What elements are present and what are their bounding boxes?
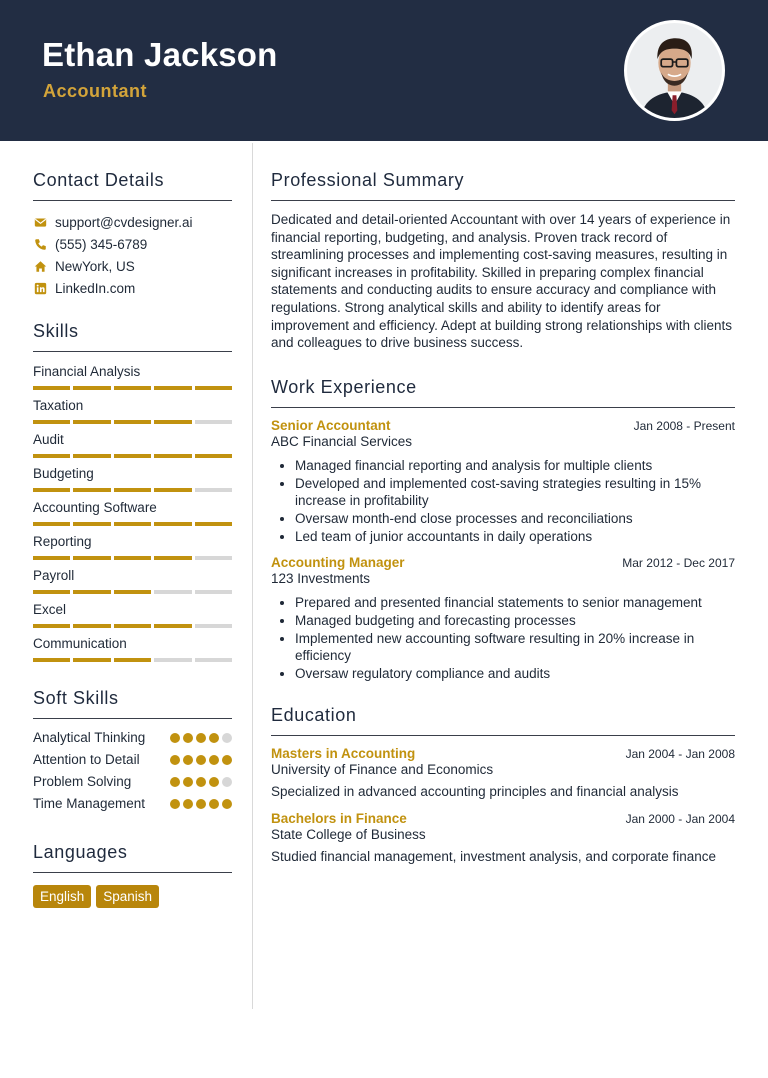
job-bullets: [295, 457, 735, 546]
rating-dot-filled: [170, 733, 180, 743]
skill-bar-empty: [195, 624, 232, 628]
rating-dot-filled: [196, 755, 206, 765]
soft-skill-name: Problem Solving: [33, 774, 132, 789]
language-badge: English: [33, 885, 91, 908]
skill-bar-filled: [195, 454, 232, 458]
rating-dot-filled: [183, 777, 193, 787]
skill-bar-filled: [73, 556, 110, 560]
skill-item: [33, 464, 232, 492]
skills-section: [33, 321, 232, 662]
skill-level-bars: [33, 386, 232, 390]
skill-item: [33, 430, 232, 458]
education-degree: Bachelors in Finance: [271, 811, 407, 827]
job-bullets: [295, 594, 735, 683]
education-section: [271, 705, 735, 866]
home-icon: [33, 259, 47, 273]
skill-bar-filled: [154, 420, 191, 424]
skill-bar-filled: [154, 386, 191, 390]
skill-name: Payroll: [33, 568, 75, 583]
skill-bar-empty: [195, 556, 232, 560]
skill-bar-empty: [154, 658, 191, 662]
contact-linkedin: [33, 277, 232, 299]
contact-email-text: support@cvdesigner.ai: [55, 214, 193, 230]
contact-linkedin-text: LinkedIn.com: [55, 280, 136, 296]
skill-level-bars: [33, 658, 232, 662]
skill-bar-filled: [114, 420, 151, 424]
experience-title: Work Experience: [271, 377, 735, 408]
contact-section: [33, 170, 232, 299]
languages-title: Languages: [33, 842, 232, 873]
skill-bar-filled: [33, 420, 70, 424]
rating-dot-filled: [209, 799, 219, 809]
skill-item: [33, 396, 232, 424]
soft-skill-item: [33, 729, 232, 747]
soft-skill-name: Attention to Detail: [33, 752, 140, 767]
skill-bar-empty: [195, 488, 232, 492]
candidate-role: Accountant: [43, 81, 147, 101]
languages-list: [33, 885, 232, 908]
soft-skill-rating: [170, 729, 232, 743]
education-description: Studied financial management, investment analysis, and corporate finance: [271, 849, 717, 865]
skill-bar-filled: [33, 556, 70, 560]
summary-title: Professional Summary: [271, 170, 735, 201]
skill-bar-filled: [154, 624, 191, 628]
job-entry: [271, 555, 735, 683]
skill-bar-filled: [73, 522, 110, 526]
skills-list: [33, 362, 232, 662]
skill-name: Budgeting: [33, 466, 94, 481]
skill-bar-filled: [114, 454, 151, 458]
job-bullet: • Implemented new accounting software resulting in 20% increase in efficiency: [295, 630, 735, 665]
job-bullet: • Oversaw regulatory compliance and audits: [295, 665, 735, 683]
skill-item: [33, 362, 232, 390]
phone-icon: [33, 237, 47, 251]
skill-bar-empty: [195, 658, 232, 662]
skill-level-bars: [33, 556, 232, 560]
education-date: Jan 2004 - Jan 2008: [625, 747, 735, 762]
skill-bar-filled: [195, 522, 232, 526]
contact-location: [33, 255, 232, 277]
skill-level-bars: [33, 420, 232, 424]
job-bullet: • Oversaw month-end close processes and reconciliations: [295, 510, 735, 528]
skill-bar-filled: [73, 454, 110, 458]
education-date: Jan 2000 - Jan 2004: [625, 812, 735, 827]
job-company: ABC Financial Services: [271, 433, 413, 449]
skill-level-bars: [33, 522, 232, 526]
contact-email: [33, 211, 232, 233]
soft-skills-list: [33, 729, 232, 813]
education-description: Specialized in advanced accounting principles and financial analysis: [271, 784, 679, 800]
job-title: Accounting Manager: [271, 554, 405, 570]
rating-dot-filled: [183, 755, 193, 765]
education-entry: [271, 811, 735, 866]
skill-bar-filled: [114, 658, 151, 662]
skill-item: [33, 566, 232, 594]
soft-skill-name: Analytical Thinking: [33, 730, 146, 745]
language-badge: Spanish: [96, 885, 159, 908]
job-date: Jan 2008 - Present: [633, 418, 735, 433]
left-column: [33, 170, 232, 908]
skill-level-bars: [33, 624, 232, 628]
skills-title: Skills: [33, 321, 232, 352]
rating-dot-empty: [222, 777, 232, 787]
skill-bar-filled: [114, 624, 151, 628]
skill-bar-filled: [33, 522, 70, 526]
right-column: [271, 170, 735, 866]
education-title: Education: [271, 705, 735, 736]
soft-skill-rating: [170, 751, 232, 765]
skill-bar-filled: [154, 454, 191, 458]
column-divider: [252, 143, 253, 1009]
resume-header: [0, 0, 768, 141]
education-school: University of Finance and Economics: [271, 762, 494, 778]
profile-photo-image: [627, 23, 722, 118]
rating-dot-filled: [170, 777, 180, 787]
soft-skill-item: [33, 773, 232, 791]
job-entry: [271, 418, 735, 546]
rating-dot-filled: [196, 799, 206, 809]
rating-dot-filled: [170, 799, 180, 809]
skill-bar-filled: [73, 386, 110, 390]
summary-text: Dedicated and detail-oriented Accountant with over 14 years of experience in financial reporting, budgeting, and analysis. Proven track record of streamlining processes and implementing cost-saving measures, resulting in significant increases in profitability. Skilled in preparing complex financial statements and conducting audits to ensure accuracy and compliance with regulations. Strong analytical skills and ability to identify areas for improvement and efficiency. Adept at building strong relationships with clients and colleagues to drive business success.: [271, 212, 733, 351]
rating-dot-filled: [196, 733, 206, 743]
rating-dot-filled: [170, 755, 180, 765]
skill-item: [33, 634, 232, 662]
soft-skill-rating: [170, 795, 232, 809]
rating-dot-filled: [222, 799, 232, 809]
skill-bar-filled: [114, 488, 151, 492]
envelope-icon: [33, 215, 47, 229]
job-bullet: • Prepared and presented financial statements to senior management: [295, 594, 735, 612]
skill-bar-filled: [33, 386, 70, 390]
soft-skill-rating: [170, 773, 232, 787]
skill-bar-filled: [33, 590, 70, 594]
skill-level-bars: [33, 454, 232, 458]
rating-dot-filled: [183, 733, 193, 743]
skill-bar-filled: [73, 590, 110, 594]
job-company: 123 Investments: [271, 570, 371, 586]
skill-name: Communication: [33, 636, 127, 651]
rating-dot-filled: [209, 733, 219, 743]
skill-name: Excel: [33, 602, 67, 617]
skill-bar-filled: [154, 556, 191, 560]
skill-bar-filled: [33, 454, 70, 458]
skill-bar-filled: [73, 420, 110, 424]
job-date: Mar 2012 - Dec 2017: [622, 555, 735, 570]
skill-bar-filled: [33, 658, 70, 662]
skill-item: [33, 600, 232, 628]
job-bullet: • Managed budgeting and forecasting processes: [295, 612, 735, 630]
skill-level-bars: [33, 488, 232, 492]
soft-skill-name: Time Management: [33, 796, 146, 811]
job-bullet: • Developed and implemented cost-saving strategies resulting in 15% increase in profitability: [295, 475, 735, 510]
rating-dot-filled: [209, 777, 219, 787]
skill-name: Audit: [33, 432, 64, 447]
education-school: State College of Business: [271, 827, 426, 843]
rating-dot-empty: [222, 733, 232, 743]
contact-title: Contact Details: [33, 170, 232, 201]
skill-bar-filled: [154, 522, 191, 526]
summary-section: [271, 170, 735, 352]
skill-bar-filled: [73, 488, 110, 492]
soft-skills-section: [33, 688, 232, 813]
skill-bar-empty: [154, 590, 191, 594]
skill-bar-filled: [114, 590, 151, 594]
skill-name: Financial Analysis: [33, 364, 141, 379]
education-entry: [271, 746, 735, 801]
experience-section: [271, 377, 735, 683]
profile-photo: [624, 20, 725, 121]
candidate-name: Ethan Jackson: [42, 36, 278, 73]
soft-skills-title: Soft Skills: [33, 688, 232, 719]
skill-bar-filled: [33, 488, 70, 492]
job-title: Senior Accountant: [271, 417, 391, 433]
skill-item: [33, 532, 232, 560]
contact-phone: [33, 233, 232, 255]
skill-bar-filled: [33, 624, 70, 628]
skill-bar-filled: [195, 386, 232, 390]
skill-bar-empty: [195, 420, 232, 424]
rating-dot-filled: [196, 777, 206, 787]
job-bullet: • Led team of junior accountants in daily operations: [295, 528, 735, 546]
job-bullet: • Managed financial reporting and analysis for multiple clients: [295, 457, 735, 475]
soft-skill-item: [33, 751, 232, 769]
education-degree: Masters in Accounting: [271, 746, 416, 762]
skill-bar-filled: [114, 556, 151, 560]
soft-skill-item: [33, 795, 232, 813]
skill-name: Reporting: [33, 534, 92, 549]
skill-item: [33, 498, 232, 526]
skill-bar-filled: [154, 488, 191, 492]
linkedin-icon: [33, 281, 47, 295]
languages-section: [33, 842, 232, 908]
skill-bar-filled: [73, 658, 110, 662]
skill-name: Accounting Software: [33, 500, 157, 515]
rating-dot-filled: [209, 755, 219, 765]
skill-bar-filled: [114, 522, 151, 526]
contact-location-text: NewYork, US: [55, 258, 135, 274]
contact-phone-text: (555) 345-6789: [55, 236, 148, 252]
rating-dot-filled: [222, 755, 232, 765]
skill-bar-filled: [73, 624, 110, 628]
skill-bar-filled: [114, 386, 151, 390]
skill-name: Taxation: [33, 398, 84, 413]
rating-dot-filled: [183, 799, 193, 809]
skill-bar-empty: [195, 590, 232, 594]
skill-level-bars: [33, 590, 232, 594]
